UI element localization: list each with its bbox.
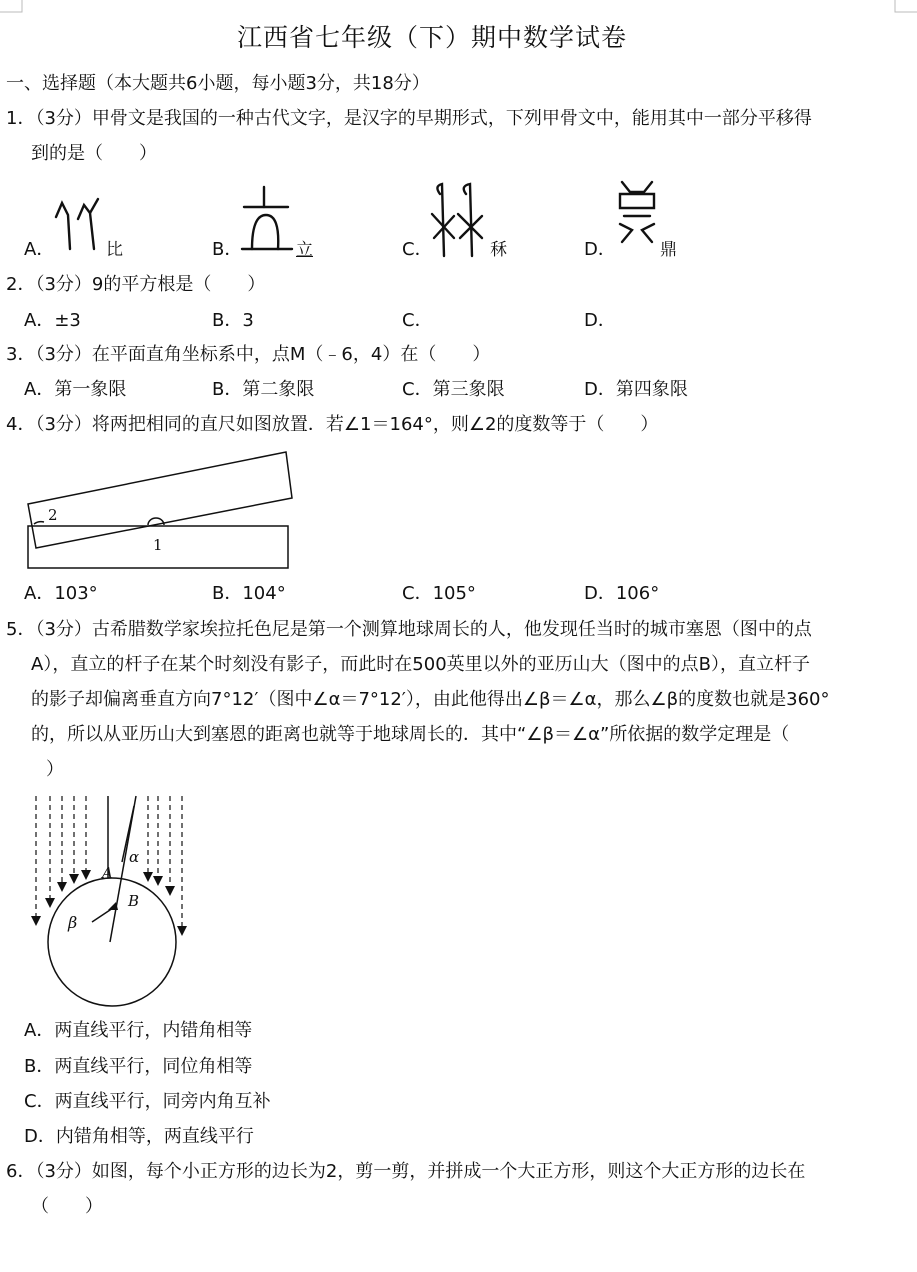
q5-option-b: B．两直线平行，同位角相等 xyxy=(24,1056,253,1077)
q4-option-d: D．106° xyxy=(584,583,660,604)
q5-stem-line1: 5．（3分）古希腊数学家埃拉托色尼是第一个测算地球周长的人，他发现任当时的城市塞恩（图中的点 xyxy=(6,619,812,640)
q3-option-d: D．第四象限 xyxy=(584,379,688,400)
alpha-label: α xyxy=(129,848,140,866)
rulers-figure xyxy=(24,446,300,572)
q5-stem-line2: A），直立的杆子在某个时刻没有影子，而此时在500英里以外的亚历山大（图中的点B），直立杆子 xyxy=(31,654,811,675)
q1-option-a-char: 比 xyxy=(106,240,123,260)
q5-stem-line5: ） xyxy=(46,759,64,780)
q1-option-d-label: D． xyxy=(584,239,616,260)
q6-stem-line1: 6．（3分）如图，每个小正方形的边长为2，剪一剪，并拼成一个大正方形，则这个大正方形的边长在 xyxy=(6,1161,806,1182)
q1-option-b-label: B． xyxy=(212,239,243,260)
beta-label: β xyxy=(68,913,78,932)
point-b-label: B xyxy=(128,892,140,910)
page-title: 江西省七年级（下）期中数学试卷 xyxy=(237,23,628,52)
q1-stem-line1: 1．（3分）甲骨文是我国的一种古代文字，是汉字的早期形式，下列甲骨文中，能用其中一部分平移得 xyxy=(6,108,812,129)
q2-option-b: B．3 xyxy=(212,310,254,331)
q3-stem: 3．（3分）在平面直角坐标系中，点M（﹣6，4）在（ ） xyxy=(6,344,491,365)
q1-stem-line2: 到的是（ ） xyxy=(31,143,157,164)
earth-diagram xyxy=(24,792,200,1010)
q3-option-b: B．第二象限 xyxy=(212,379,315,400)
q4-option-c: C．105° xyxy=(402,583,476,604)
q4-option-b: B．104° xyxy=(212,583,286,604)
oracle-li-grain-glyph xyxy=(426,180,494,264)
point-a-label: A xyxy=(102,864,113,882)
q1-option-b-char: 立 xyxy=(296,240,313,260)
angle-1-label: 1 xyxy=(153,536,163,554)
q3-option-c: C．第三象限 xyxy=(402,379,505,400)
q4-option-a: A．103° xyxy=(24,583,98,604)
angle-2-label: 2 xyxy=(48,506,58,524)
q5-option-c: C．两直线平行，同旁内角互补 xyxy=(24,1091,271,1112)
q2-stem: 2．（3分）9的平方根是（ ） xyxy=(6,274,266,295)
q1-option-c-char: 秝 xyxy=(490,240,507,260)
corner-mark-left xyxy=(0,0,40,16)
q6-stem-line2: （ ） xyxy=(31,1196,103,1217)
corner-mark-right xyxy=(877,0,917,16)
q2-option-d: D． xyxy=(584,310,616,331)
q4-stem: 4．（3分）将两把相同的直尺如图放置．若∠1＝164°，则∠2的度数等于（ ） xyxy=(6,414,659,435)
q2-option-c: C． xyxy=(402,310,433,331)
q1-option-d-char: 鼎 xyxy=(660,240,677,260)
q1-option-c-label: C． xyxy=(402,239,433,260)
q3-option-a: A．第一象限 xyxy=(24,379,127,400)
q5-stem-line4: 的，所以从亚历山大到塞恩的距离也就等于地球周长的．其中“∠β＝∠α”所依据的数学定理是（ xyxy=(31,724,790,745)
q5-option-a: A．两直线平行，内错角相等 xyxy=(24,1020,253,1041)
q5-option-d: D．内错角相等，两直线平行 xyxy=(24,1126,254,1147)
q1-option-a-label: A． xyxy=(24,239,55,260)
section-heading: 一、选择题（本大题共6小题，每小题3分，共18分） xyxy=(6,73,430,94)
q5-stem-line3: 的影子却偏离垂直方向7°12′（图中∠α＝7°12′），由此他得出∠β＝∠α，那么∠β的度数也就是360° xyxy=(31,689,830,710)
q2-option-a: A．±3 xyxy=(24,310,81,331)
